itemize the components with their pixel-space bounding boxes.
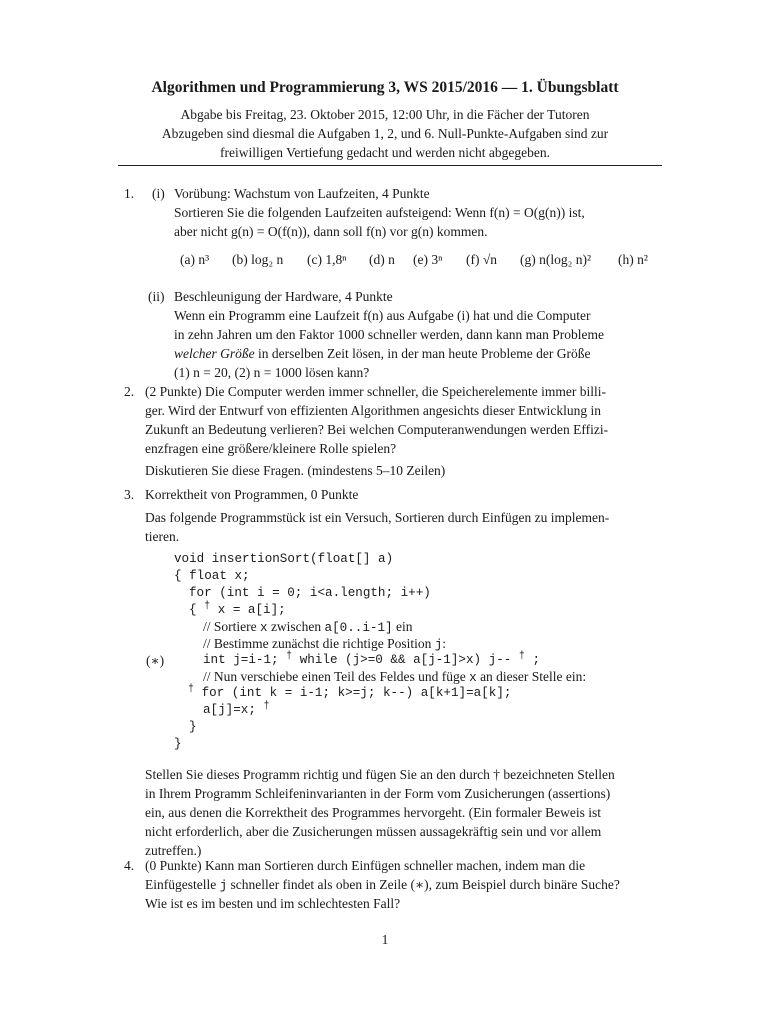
code-line-9-for: for (int k = i-1; k>=j; k--) a[k+1]=a[k]; <box>194 686 512 700</box>
task-2-text-2: ger. Wird der Entwurf von effizienten Algorithmen angesichts dieser Entwicklung in <box>145 403 601 418</box>
task-1-part-ii-text-3-rest: in derselben Zeit lösen, in der man heute Probleme der Größe <box>254 346 591 361</box>
runtime-option-g: (g) n(log₂ n)² <box>520 252 591 267</box>
task-2-number: 2. <box>124 384 135 399</box>
dagger-marker-3: † <box>518 651 525 662</box>
task-3-intro-1: Das folgende Programmstück ist ein Versuch, Sortieren durch Einfügen zu implemen- <box>145 510 610 525</box>
task-4-text-3: Wie ist es im besten und im schlechtesten Fall? <box>145 896 401 911</box>
code-line-11: } <box>189 720 197 734</box>
code-line-7-decl: int j=i-1; <box>203 653 287 667</box>
code-comment-var-x: x <box>260 621 268 635</box>
task-1-part-ii-text-4: (1) n = 20, (2) n = 1000 lösen kann? <box>174 365 370 380</box>
task-4-number: 4. <box>124 858 135 873</box>
code-line-4-statement: x = a[i]; <box>210 603 286 617</box>
header-divider <box>118 165 662 166</box>
code-comment-shift-text-2: an dieser Stelle ein: <box>476 669 587 684</box>
task-4-text-2-b: schneller findet als oben in Zeile (∗), zum Beispiel durch binäre Suche? <box>227 877 620 892</box>
task-4-var-j: j <box>219 879 228 893</box>
task-3-intro-2: tieren. <box>145 529 180 544</box>
task-1-part-ii-label: (ii) <box>148 289 165 304</box>
code-comment-range: a[0..i-1] <box>324 621 393 635</box>
runtime-option-d: (d) n <box>369 252 395 267</box>
task-1-part-ii-text-2: in zehn Jahren um den Faktor 1000 schneller werden, dann kann man Probleme <box>174 327 605 342</box>
code-line-12: } <box>174 737 182 751</box>
dagger-marker-1: † <box>204 601 211 612</box>
emphasis-welcher-groesse: welcher Größe <box>174 346 255 361</box>
code-line-10 <box>203 703 269 717</box>
runtime-option-e: (e) 3ⁿ <box>413 252 443 267</box>
dagger-marker-4: † <box>188 684 195 695</box>
code-line-7-while: while (j>=0 && a[j-1]>x) j-- <box>292 653 519 667</box>
task-3-after-4: nicht erforderlich, aber die Zusicherungen müssen aussagekräftig sein und vor allem <box>145 824 602 839</box>
task-3-number: 3. <box>124 487 135 502</box>
task-3-after-1: Stellen Sie dieses Programm richtig und fügen Sie an den durch † bezeichneten Stellen <box>145 767 615 782</box>
dagger-marker-5: † <box>263 701 270 712</box>
code-line-3: for (int i = 0; i<a.length; i++) <box>189 586 431 600</box>
code-comment-shift <box>203 669 586 685</box>
task-3-after-3: ein, aus denen die Korrektheit des Programmes hervorgeht. (Ein formaler Beweis ist <box>145 805 601 820</box>
code-line-7-end: ; <box>524 653 541 667</box>
code-line-4-brace: { <box>189 603 205 617</box>
code-comment-var-j: j <box>434 638 443 652</box>
runtime-option-c: (c) 1,8ⁿ <box>307 252 347 267</box>
code-comment-shift-var-x: x <box>469 671 477 685</box>
task-1-part-ii-text-1: Wenn ein Programm eine Laufzeit f(n) aus Aufgabe (i) hat und die Computer <box>174 308 591 323</box>
dagger-marker-2: † <box>286 651 293 662</box>
task-1-part-ii-text-3 <box>174 346 591 362</box>
page-number: 1 <box>381 932 389 947</box>
task-4-text-2-a: Einfügestelle <box>145 877 220 892</box>
runtime-option-b: (b) log₂ n <box>232 252 284 267</box>
task-1-part-i-heading: Vorübung: Wachstum von Laufzeiten, 4 Punkte <box>174 186 430 201</box>
code-comment-shift-text-1: // Nun verschiebe einen Teil des Feldes und füge <box>203 669 470 684</box>
code-line-4 <box>189 603 286 617</box>
task-1-part-i-label: (i) <box>152 186 165 201</box>
task-3-after-5: zutreffen.) <box>145 843 202 858</box>
task-1-part-ii-heading: Beschleunigung der Hardware, 4 Punkte <box>174 289 393 304</box>
code-comment-position-text: // Bestimme zunächst die richtige Position <box>203 636 435 651</box>
code-line-7 <box>203 653 540 667</box>
task-3-heading: Korrektheit von Programmen, 0 Punkte <box>145 487 359 502</box>
submission-info-line-2: Abzugeben sind diesmal die Aufgaben 1, 2, und 6. Null-Punkte-Aufgaben sind zur <box>161 126 609 141</box>
code-comment-sort-text-2: zwischen <box>267 619 325 634</box>
submission-info-line-1: Abgabe bis Freitag, 23. Oktober 2015, 12:00 Uhr, in die Fächer der Tutoren <box>180 107 590 122</box>
task-2-text-1: (2 Punkte) Die Computer werden immer schneller, die Speicherelemente immer billi- <box>145 384 606 399</box>
code-comment-position <box>203 636 446 652</box>
submission-info-line-3: freiwilligen Vertiefung gedacht und werden nicht abgegeben. <box>219 145 550 160</box>
task-1-number: 1. <box>124 186 135 201</box>
task-3-after-2: in Ihrem Programm Schleifeninvarianten in der Form vom Zusicherungen (assertions) <box>145 786 611 801</box>
code-line-10-assign: a[j]=x; <box>203 703 264 717</box>
task-4-text-1: (0 Punkte) Kann man Sortieren durch Einfügen schneller machen, indem man die <box>145 858 586 873</box>
task-4-text-2 <box>145 877 620 893</box>
code-comment-sort-text-1: // Sortiere <box>203 619 260 634</box>
runtime-option-h: (h) n² <box>618 252 648 267</box>
code-comment-position-colon: : <box>442 636 447 651</box>
sheet-title: Algorithmen und Programmierung 3, WS 2015/2016 — 1. Übungsblatt <box>151 79 619 96</box>
task-1-part-i-text-1: Sortieren Sie die folgenden Laufzeiten aufsteigend: Wenn f(n) = O(g(n)) ist, <box>174 205 585 220</box>
code-line-1: void insertionSort(float[] a) <box>174 552 394 566</box>
code-comment-sort <box>203 619 412 635</box>
task-2-text-5: Diskutieren Sie diese Fragen. (mindestens 5–10 Zeilen) <box>145 463 446 478</box>
task-2-text-4: enzfragen eine größere/kleinere Rolle spielen? <box>145 441 397 456</box>
code-line-2: { float x; <box>174 569 250 583</box>
code-comment-sort-text-3: ein <box>392 619 413 634</box>
runtime-option-a: (a) n³ <box>180 252 210 267</box>
task-2-text-3: Zukunft an Bedeutung verlieren? Bei welchen Computeranwendungen werden Effizi- <box>145 422 609 437</box>
code-line-9 <box>188 686 511 700</box>
task-1-part-i-text-2: aber nicht g(n) = O(f(n)), dann soll f(n) vor g(n) kommen. <box>174 224 488 239</box>
line-marker-star: (∗) <box>146 653 165 668</box>
runtime-option-f: (f) √n <box>466 252 498 267</box>
